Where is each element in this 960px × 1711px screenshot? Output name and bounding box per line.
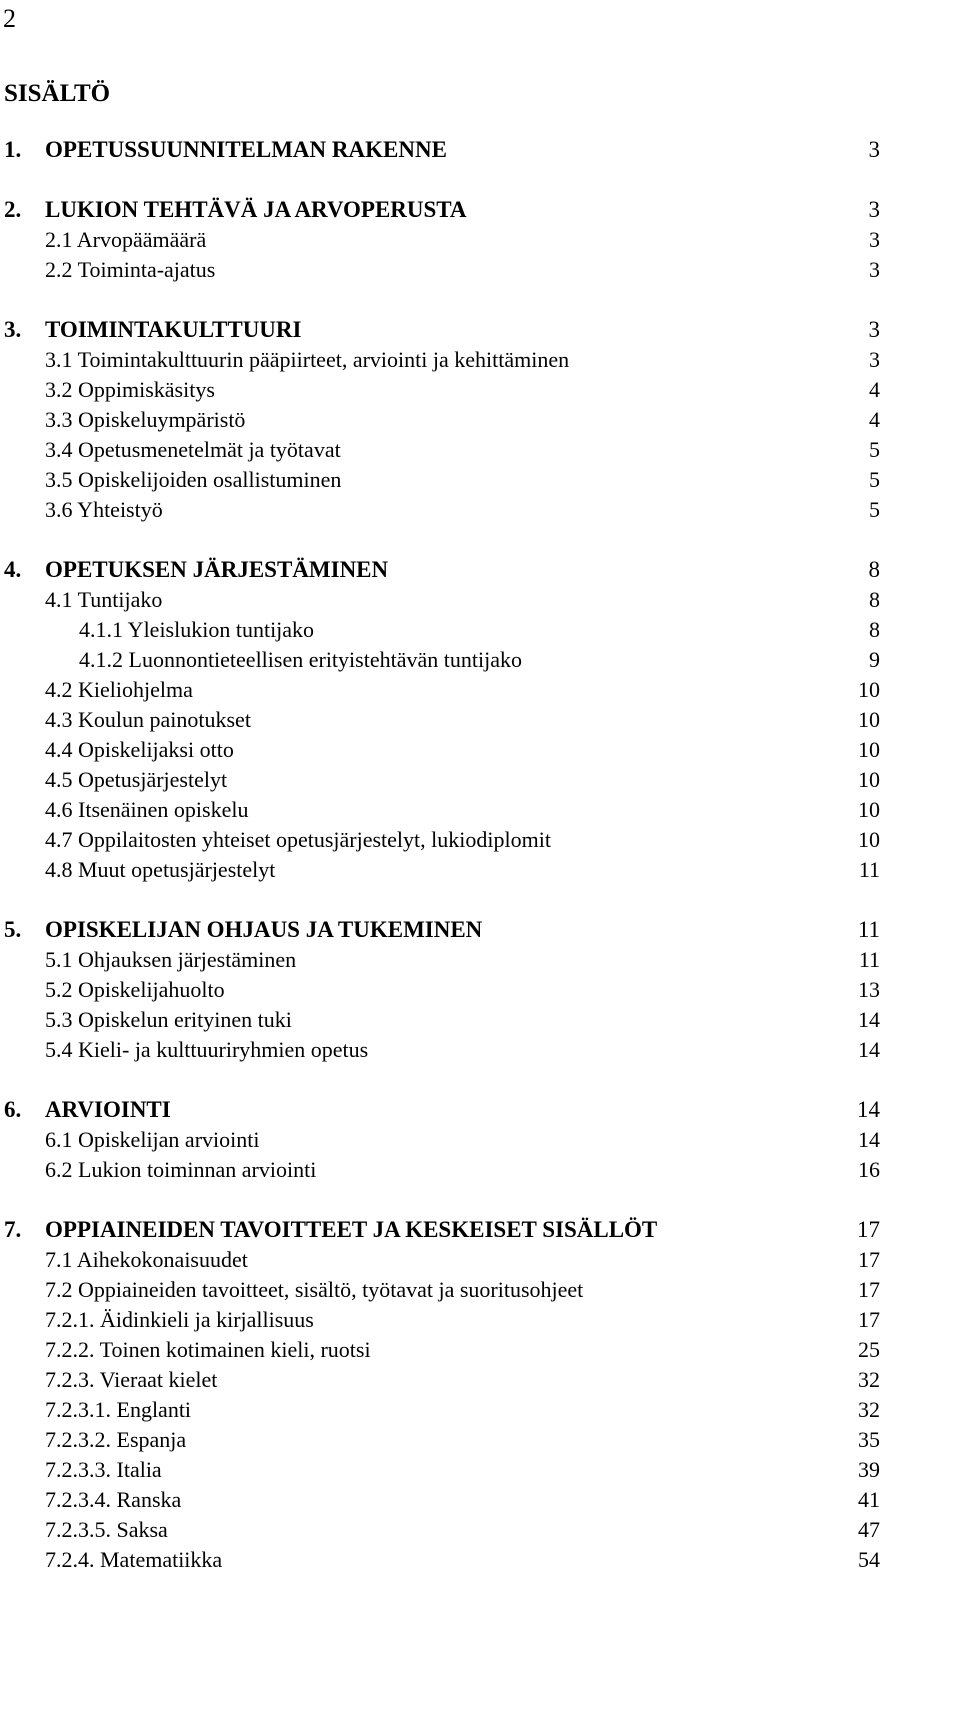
- toc-page-number: 10: [858, 827, 880, 852]
- toc-page-number: 14: [857, 1097, 880, 1122]
- toc-entry-title: 4.8 Muut opetusjärjestelyt: [45, 857, 276, 882]
- toc-entry-title: 4.6 Itsenäinen opiskelu: [45, 797, 249, 822]
- toc-page-number: 8: [869, 587, 880, 612]
- toc-entry-title: 4.1.2 Luonnontieteellisen erityistehtävän tuntijako: [79, 647, 522, 672]
- toc-page-number: 14: [858, 1007, 880, 1032]
- toc-entry-row: [0, 615, 960, 645]
- toc-page-number: 3: [868, 197, 880, 222]
- toc-page-number: 25: [858, 1337, 880, 1362]
- toc-page-number: 8: [869, 617, 880, 642]
- toc-entry-title: 7.2.3. Vieraat kielet: [45, 1367, 218, 1392]
- toc-entry-row: [0, 1005, 960, 1035]
- toc-page-number: 10: [858, 797, 880, 822]
- toc-entry-title: OPISKELIJAN OHJAUS JA TUKEMINEN: [45, 917, 483, 942]
- toc-entry-row: [0, 225, 960, 255]
- toc-entry-row: [0, 1035, 960, 1065]
- toc-entry-title: 2.2 Toiminta-ajatus: [45, 257, 216, 282]
- toc-entry-row: [0, 945, 960, 975]
- toc-entry-row: [0, 765, 960, 795]
- toc-entry-title: 4.5 Opetusjärjestelyt: [45, 767, 228, 792]
- toc-page-number: 11: [857, 917, 880, 942]
- toc-page-number: 17: [858, 1307, 880, 1332]
- toc-entry-row: [0, 1455, 960, 1485]
- toc-page-number: 3: [869, 227, 880, 252]
- toc-entry-row: [0, 1125, 960, 1155]
- toc-page-number: 54: [858, 1547, 880, 1572]
- toc-entry-title: 3.3 Opiskeluympäristö: [45, 407, 246, 432]
- toc-page-number: 14: [858, 1037, 880, 1062]
- toc-entry-title: 7.2.3.1. Englanti: [45, 1397, 192, 1422]
- toc-entry-title: 5.1 Ohjauksen järjestäminen: [45, 947, 297, 972]
- toc-entry-row: [0, 795, 960, 825]
- page-number: 2: [3, 4, 16, 33]
- toc-page-number: 17: [857, 1217, 880, 1242]
- toc-page-number: 4: [869, 377, 880, 402]
- toc-entry-title: 3.5 Opiskelijoiden osallistuminen: [45, 467, 342, 492]
- toc-page-number: 3: [868, 317, 880, 342]
- toc-entry-title: OPETUSSUUNNITELMAN RAKENNE: [45, 137, 447, 162]
- toc-chapter-number: 2.: [4, 197, 22, 222]
- toc-entry-row: [0, 1245, 960, 1275]
- toc-page-number: 9: [869, 647, 880, 672]
- toc-entry-title: 3.6 Yhteistyö: [45, 497, 163, 522]
- toc-entry-row: [0, 1275, 960, 1305]
- toc-entry-title: ARVIOINTI: [45, 1097, 171, 1122]
- toc-chapter-number: 6.: [4, 1097, 22, 1122]
- toc-page-number: 16: [858, 1157, 880, 1182]
- toc-entry-row: [0, 1545, 960, 1575]
- toc-entry-title: 7.2.3.4. Ranska: [45, 1487, 182, 1512]
- toc-entry-row: [0, 735, 960, 765]
- toc-entry-row: [0, 675, 960, 705]
- toc-entry-title: LUKION TEHTÄVÄ JA ARVOPERUSTA: [45, 197, 467, 222]
- toc-entry-title: 4.4 Opiskelijaksi otto: [45, 737, 234, 762]
- toc-entry-title: 4.3 Koulun painotukset: [45, 707, 251, 732]
- toc-page-number: 10: [858, 767, 880, 792]
- toc-entry-title: 5.3 Opiskelun erityinen tuki: [45, 1007, 292, 1032]
- toc-page-number: 11: [858, 947, 880, 972]
- toc-page-number: 5: [869, 437, 880, 462]
- toc-entry-row: [0, 1335, 960, 1365]
- toc-entry-row: [0, 345, 960, 375]
- toc-page-number: 14: [858, 1127, 880, 1152]
- toc-page-number: 10: [858, 737, 880, 762]
- toc-entry-title: 7.1 Aihekokonaisuudet: [45, 1247, 248, 1272]
- toc-entry-title: 5.4 Kieli- ja kulttuuriryhmien opetus: [45, 1037, 369, 1062]
- toc-entry-title: 4.1.1 Yleislukion tuntijako: [79, 617, 315, 642]
- toc-entry-row: [0, 645, 960, 675]
- toc-entry-row: [0, 1515, 960, 1545]
- toc-entry-row: [0, 405, 960, 435]
- toc-page-number: 10: [858, 677, 880, 702]
- toc-page-number: 47: [858, 1517, 880, 1542]
- toc-page-number: 4: [869, 407, 880, 432]
- toc-entry-row: [0, 375, 960, 405]
- toc-entry-title: 7.2.2. Toinen kotimainen kieli, ruotsi: [45, 1337, 371, 1362]
- toc-entry-title: 7.2.3.5. Saksa: [45, 1517, 168, 1542]
- toc-chapter-number: 5.: [4, 917, 22, 942]
- toc-entry-title: OPETUKSEN JÄRJESTÄMINEN: [45, 557, 389, 582]
- toc-entry-row: [0, 855, 960, 885]
- toc-chapter-row: [0, 1095, 960, 1125]
- toc-entry-title: 7.2.3.2. Espanja: [45, 1427, 187, 1452]
- toc-entry-title: 6.1 Opiskelijan arviointi: [45, 1127, 260, 1152]
- toc-entry-title: 4.2 Kieliohjelma: [45, 677, 193, 702]
- toc-entry-title: 7.2.1. Äidinkieli ja kirjallisuus: [45, 1307, 314, 1332]
- toc-entry-row: [0, 1365, 960, 1395]
- toc-chapter-number: 7.: [4, 1217, 22, 1242]
- toc-chapter-row: [0, 1215, 960, 1245]
- toc-entry-row: [0, 465, 960, 495]
- toc-entry-row: [0, 495, 960, 525]
- toc-chapter-row: [0, 135, 960, 165]
- toc-entry-row: [0, 1305, 960, 1335]
- toc-entry-title: 4.7 Oppilaitosten yhteiset opetusjärjestelyt, lukiodiplomit: [45, 827, 551, 852]
- toc-entry-row: [0, 705, 960, 735]
- toc-page-number: 10: [858, 707, 880, 732]
- toc-chapter-row: [0, 555, 960, 585]
- toc-page-number: 17: [858, 1277, 880, 1302]
- toc-entry-row: [0, 1425, 960, 1455]
- toc-page-number: 17: [858, 1247, 880, 1272]
- toc-page-number: 3: [869, 257, 880, 282]
- toc-entry-row: [0, 1485, 960, 1515]
- toc-entry-title: 7.2.3.3. Italia: [45, 1457, 162, 1482]
- toc-chapter-row: [0, 315, 960, 345]
- toc-entry-title: 3.1 Toimintakulttuurin pääpiirteet, arviointi ja kehittäminen: [45, 347, 570, 372]
- toc-page-number: 3: [869, 347, 880, 372]
- toc-page-number: 8: [868, 557, 880, 582]
- toc-entry-row: [0, 255, 960, 285]
- toc-chapter-row: [0, 195, 960, 225]
- toc-page-number: 32: [858, 1397, 880, 1422]
- toc-entry-row: [0, 1395, 960, 1425]
- toc-entry-title: 4.1 Tuntijako: [45, 587, 163, 612]
- toc-entry-row: [0, 825, 960, 855]
- toc-page-number: 5: [869, 497, 880, 522]
- toc-page-number: 39: [858, 1457, 880, 1482]
- toc-heading: SISÄLTÖ: [4, 80, 111, 107]
- toc-entry-title: 3.4 Opetusmenetelmät ja työtavat: [45, 437, 341, 462]
- toc-page-number: 3: [868, 137, 880, 162]
- toc-entry-row: [0, 435, 960, 465]
- toc-chapter-number: 3.: [4, 317, 22, 342]
- toc-page-number: 11: [858, 857, 880, 882]
- toc-entry-row: [0, 975, 960, 1005]
- toc-entry-row: [0, 1155, 960, 1185]
- toc-entry-title: TOIMINTAKULTTUURI: [45, 317, 302, 342]
- toc-entry-title: 7.2.4. Matematiikka: [45, 1547, 223, 1572]
- toc-entry-row: [0, 585, 960, 615]
- toc-entry-title: 3.2 Oppimiskäsitys: [45, 377, 215, 402]
- toc-entry-title: 6.2 Lukion toiminnan arviointi: [45, 1157, 317, 1182]
- toc-page-number: 32: [858, 1367, 880, 1392]
- toc-entry-title: OPPIAINEIDEN TAVOITTEET JA KESKEISET SISÄLLÖT: [45, 1217, 658, 1242]
- toc-chapter-number: 4.: [4, 557, 22, 582]
- toc-entry-title: 5.2 Opiskelijahuolto: [45, 977, 225, 1002]
- toc-chapter-row: [0, 915, 960, 945]
- toc-page-number: 41: [858, 1487, 880, 1512]
- toc-page-number: 35: [858, 1427, 880, 1452]
- toc-chapter-number: 1.: [4, 137, 22, 162]
- toc-page-number: 13: [858, 977, 880, 1002]
- toc-entry-title: 2.1 Arvopäämäärä: [45, 227, 207, 252]
- toc-entry-title: 7.2 Oppiaineiden tavoitteet, sisältö, työtavat ja suoritusohjeet: [45, 1277, 584, 1302]
- toc-page-number: 5: [869, 467, 880, 492]
